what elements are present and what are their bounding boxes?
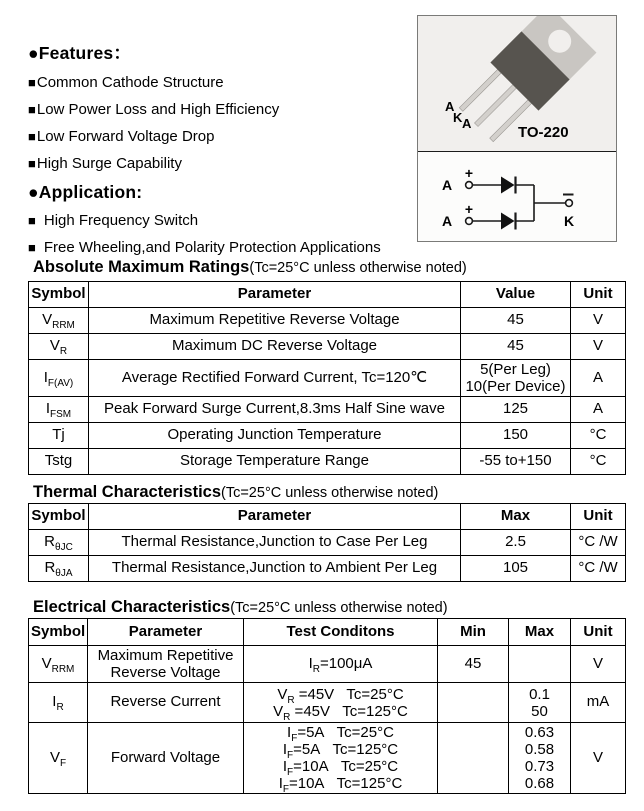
cell-value: 125 (461, 397, 571, 423)
common-cathode-schematic (418, 152, 616, 241)
application-item (28, 239, 414, 256)
table-row (29, 723, 626, 794)
square-bullet-icon: ■ (28, 102, 36, 117)
application-text: High Frequency Switch (43, 212, 199, 229)
cell-parameter: Forward Voltage (88, 723, 244, 794)
cell-value: 45 (461, 308, 571, 334)
figure-panel (417, 15, 617, 242)
cell-symbol: $R_{\theta JA}$ (29, 556, 89, 582)
cell-parameter: Peak Forward Surge Current,8.3ms Half Sine wave (89, 397, 461, 423)
column-header-max: Max (461, 504, 571, 530)
title-text: Absolute Maximum Ratings (33, 258, 250, 276)
square-bullet-icon: ■ (28, 156, 36, 171)
table-row (29, 397, 626, 423)
cell-parameter: Maximum Repetitive Reverse Voltage (89, 308, 461, 334)
schematic-drawing (418, 152, 613, 241)
plus-sign: + (464, 201, 474, 217)
electrical-characteristics-table (28, 618, 626, 794)
anode-terminal (466, 218, 473, 225)
cell-test: $I_R=100\mu A$ (244, 646, 438, 683)
cell-symbol: $V_R$ (29, 334, 89, 360)
feature-item (28, 128, 414, 145)
feature-text: Low Power Loss and High Efficiency (36, 101, 280, 118)
pin-label: A (445, 99, 455, 114)
cell-parameter: Maximum Repetitive Reverse Voltage (88, 646, 244, 683)
anode-label: A (441, 177, 453, 193)
cell-max (509, 646, 571, 683)
cathode-terminal (566, 200, 573, 207)
column-header-max: Max (509, 619, 571, 646)
cell-parameter: Storage Temperature Range (89, 449, 461, 475)
column-header-parameter: Parameter (89, 504, 461, 530)
table-row (29, 308, 626, 334)
table-row (29, 334, 626, 360)
table-row (29, 646, 626, 683)
column-header-unit: Unit (571, 504, 626, 530)
cell-symbol: $I_R$ (29, 683, 88, 723)
cell-value: 45 (461, 334, 571, 360)
cell-symbol: Tstg (29, 449, 89, 475)
cell-test: $I_F=5A$ Tc=25°C $I_F=5A$ Tc=125°C $I_F=10A$ Tc=25°C $I_F=10A$ Tc=125°C (244, 723, 438, 794)
cell-min (438, 723, 509, 794)
cell-unit: °C /W (571, 556, 626, 582)
cell-unit: A (571, 360, 626, 397)
absolute-maximum-ratings-table (28, 281, 626, 475)
application-text: Free Wheeling,and Polarity Protection Applications (43, 239, 381, 256)
title-note: (Tc=25°C unless otherwise noted) (249, 260, 467, 276)
title-text: Electrical Characteristics (33, 598, 231, 616)
features-heading: ●Features： (28, 43, 132, 63)
application-heading: ●Application: (28, 182, 143, 202)
column-header-unit: Unit (571, 282, 626, 308)
table-row (29, 449, 626, 475)
cell-parameter: Reverse Current (88, 683, 244, 723)
title-text: Thermal Characteristics (33, 483, 222, 501)
cell-value: 5(Per Leg) 10(Per Device) (461, 360, 571, 397)
cell-parameter: Operating Junction Temperature (89, 423, 461, 449)
feature-item (28, 74, 414, 91)
cell-unit: °C (571, 423, 626, 449)
title-note: (Tc=25°C unless otherwise noted) (230, 600, 448, 616)
feature-item (28, 155, 414, 172)
cell-value: -55 to+150 (461, 449, 571, 475)
column-header-min: Min (438, 619, 509, 646)
section-title-electrical-characteristics (33, 598, 448, 617)
column-header-parameter: Parameter (89, 282, 461, 308)
cell-unit: A (571, 397, 626, 423)
package-name-label: TO-220 (518, 124, 569, 141)
square-bullet-icon: ■ (28, 213, 36, 228)
header-row (29, 619, 626, 646)
section-title-absolute-maximum-ratings (33, 258, 467, 277)
to220-package-drawing (418, 16, 613, 149)
cell-test: $V_R =45V$ Tc=25°C $V_R =45V$ Tc=125°C (244, 683, 438, 723)
column-header-symbol: Symbol (29, 619, 88, 646)
column-header-parameter: Parameter (88, 619, 244, 646)
cathode-label: K (563, 213, 575, 229)
column-header-value: Value (461, 282, 571, 308)
cell-symbol: Tj (29, 423, 89, 449)
cell-symbol: $I_{FSM}$ (29, 397, 89, 423)
to220-package-figure (418, 16, 616, 152)
column-header-test-conditions: Test Conditons (244, 619, 438, 646)
cell-symbol: $V_{RRM}$ (29, 308, 89, 334)
table-row (29, 683, 626, 723)
cell-max: 0.1 50 (509, 683, 571, 723)
cell-unit: °C /W (571, 530, 626, 556)
cell-symbol: $V_F$ (29, 723, 88, 794)
features-section (28, 40, 414, 266)
feature-text: Low Forward Voltage Drop (36, 128, 215, 145)
cell-value: 150 (461, 423, 571, 449)
application-item (28, 212, 414, 229)
square-bullet-icon: ■ (28, 75, 36, 90)
cell-unit: mA (571, 683, 626, 723)
anode-label: A (441, 213, 453, 229)
cell-min (438, 683, 509, 723)
cell-symbol: $V_{RRM}$ (29, 646, 88, 683)
thermal-characteristics-table (28, 503, 626, 582)
cell-value: 105 (461, 556, 571, 582)
header-row (29, 504, 626, 530)
section-title-thermal-characteristics (33, 483, 438, 502)
feature-text: Common Cathode Structure (36, 74, 224, 91)
cell-unit: V (571, 334, 626, 360)
feature-item (28, 101, 414, 118)
table-row (29, 556, 626, 582)
column-header-unit: Unit (571, 619, 626, 646)
pin-label: A (462, 116, 472, 131)
cell-parameter: Maximum DC Reverse Voltage (89, 334, 461, 360)
diode-symbol (501, 177, 515, 194)
square-bullet-icon: ■ (28, 240, 36, 255)
table-row (29, 530, 626, 556)
column-header-symbol: Symbol (29, 282, 89, 308)
cell-parameter: Thermal Resistance,Junction to Case Per Leg (89, 530, 461, 556)
cell-parameter: Thermal Resistance,Junction to Ambient Per Leg (89, 556, 461, 582)
column-header-symbol: Symbol (29, 504, 89, 530)
cell-unit: °C (571, 449, 626, 475)
square-bullet-icon: ■ (28, 129, 36, 144)
cell-unit: V (571, 646, 626, 683)
feature-text: High Surge Capability (36, 155, 182, 172)
title-note: (Tc=25°C unless otherwise noted) (221, 485, 439, 501)
anode-terminal (466, 182, 473, 189)
cell-max: 0.63 0.58 0.73 0.68 (509, 723, 571, 794)
cell-symbol: $I_{F(AV)}$ (29, 360, 89, 397)
cell-unit: V (571, 308, 626, 334)
table-row (29, 360, 626, 397)
plus-sign: + (464, 165, 474, 181)
diode-symbol (501, 213, 515, 230)
header-row (29, 282, 626, 308)
cell-symbol: $R_{\theta JC}$ (29, 530, 89, 556)
pin-label: K (453, 110, 463, 125)
cell-unit: V (571, 723, 626, 794)
cell-parameter: Average Rectified Forward Current, Tc=120℃ (89, 360, 461, 397)
cell-min: 45 (438, 646, 509, 683)
table-row (29, 423, 626, 449)
cell-value: 2.5 (461, 530, 571, 556)
